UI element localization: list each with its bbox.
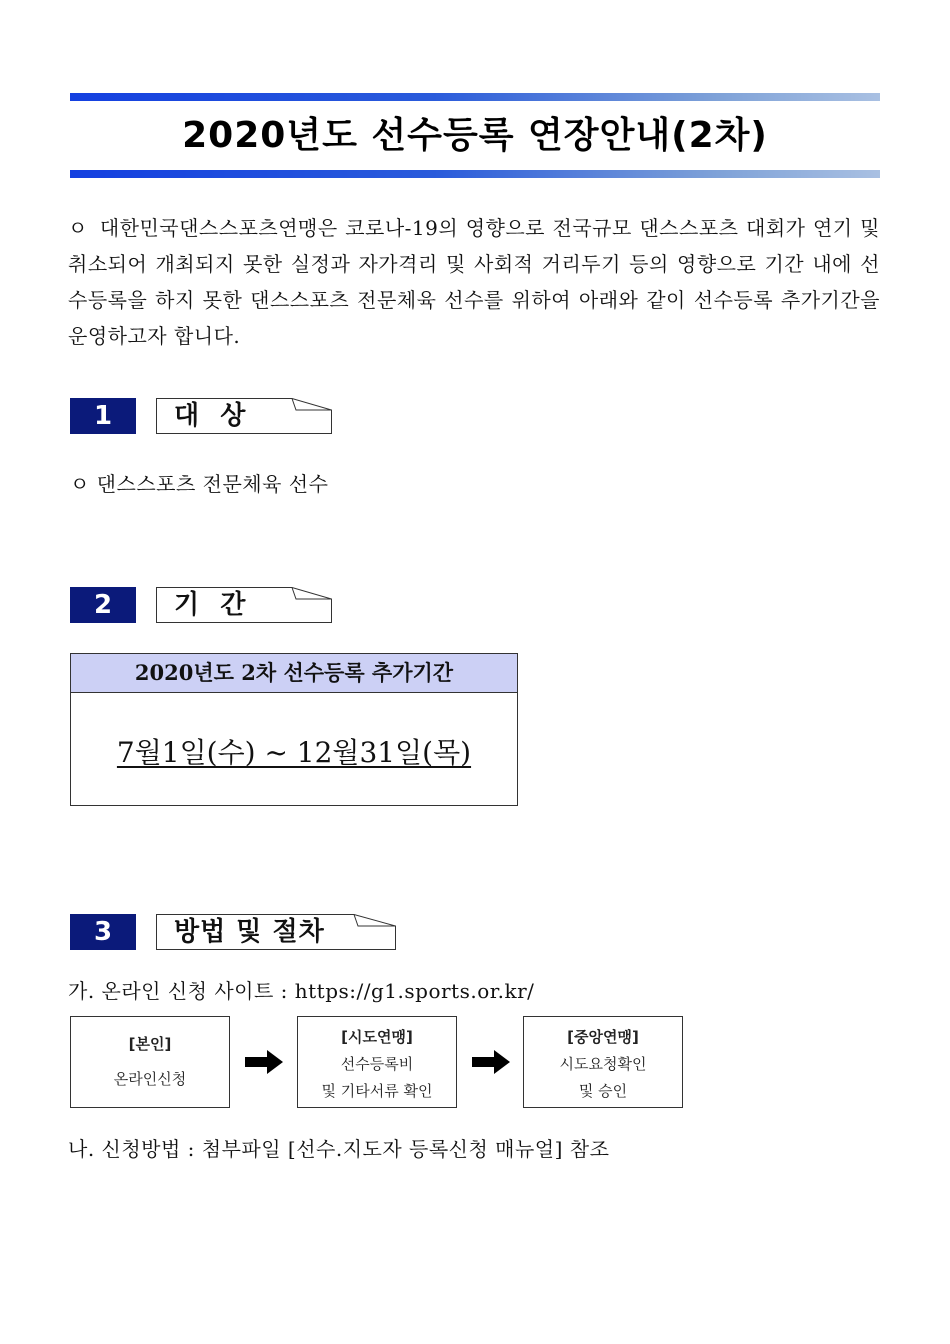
intro-text: 대한민국댄스스포츠연맹은 코로나-19의 영향으로 전국규모 댄스스포츠 대회가 연기 및 취소되어 개최되지 못한 실정과 자가격리 및 사회적 거리두기 등의 영향으로 기간 내에 선수등록을 하지 못한 댄스스포츠 전문체육 선수를 위하여 아래와 같이 선수등록 추가기간을 운영하고자 합니다. — [68, 216, 880, 348]
flow-step-2 — [297, 1016, 457, 1108]
period-header: 2020년도 2차 선수등록 추가기간 — [71, 654, 517, 693]
flow-step-3-line1: 시도요청확인 — [559, 1055, 647, 1073]
flow-step-3-line2: 및 승인 — [578, 1082, 628, 1100]
flow-step-3 — [523, 1016, 683, 1108]
flow-step-1-title: [본인] — [128, 1035, 172, 1053]
site-line: 가. 온라인 신청 사이트 : https://g1.sports.or.kr/ — [68, 979, 535, 1003]
title-bar-bottom — [70, 170, 880, 178]
target-text: ㅇ 댄스스포츠 전문체육 선수 — [70, 472, 329, 496]
flow-step-1 — [70, 1016, 230, 1108]
flow-step-2-line1: 선수등록비 — [340, 1055, 414, 1073]
arrow-right-icon — [245, 1050, 283, 1074]
section-1-number: 1 — [70, 398, 136, 434]
section-2-label-box — [156, 587, 332, 623]
section-1-label-box — [156, 398, 332, 434]
period-value: 7월1일(수) ~ 12월31일(목) — [116, 736, 472, 769]
section-2-number: 2 — [70, 587, 136, 623]
section-3-label: 방법 및 절차 — [174, 917, 325, 947]
section-3-label-box — [156, 914, 396, 950]
apply-line: 나. 신청방법 : 첨부파일 [선수.지도자 등록신청 매뉴얼] 참조 — [68, 1137, 610, 1161]
bullet-icon: ㅇ — [68, 216, 88, 240]
flow-step-2-title: [시도연맹] — [341, 1028, 413, 1046]
flow-step-2-line2: 및 기타서류 확인 — [321, 1082, 433, 1100]
title-bar-top — [70, 93, 880, 101]
period-table — [70, 653, 518, 806]
intro-paragraph — [68, 210, 880, 354]
flow-step-3-title: [중앙연맹] — [567, 1028, 639, 1046]
flow-step-1-line1: 온라인신청 — [113, 1070, 187, 1088]
section-2-label: 기 간 — [174, 590, 247, 620]
arrow-right-icon — [472, 1050, 510, 1074]
page-title: 2020년도 선수등록 연장안내(2차) — [182, 115, 768, 156]
section-1-label: 대 상 — [174, 401, 247, 431]
section-3-number: 3 — [70, 914, 136, 950]
